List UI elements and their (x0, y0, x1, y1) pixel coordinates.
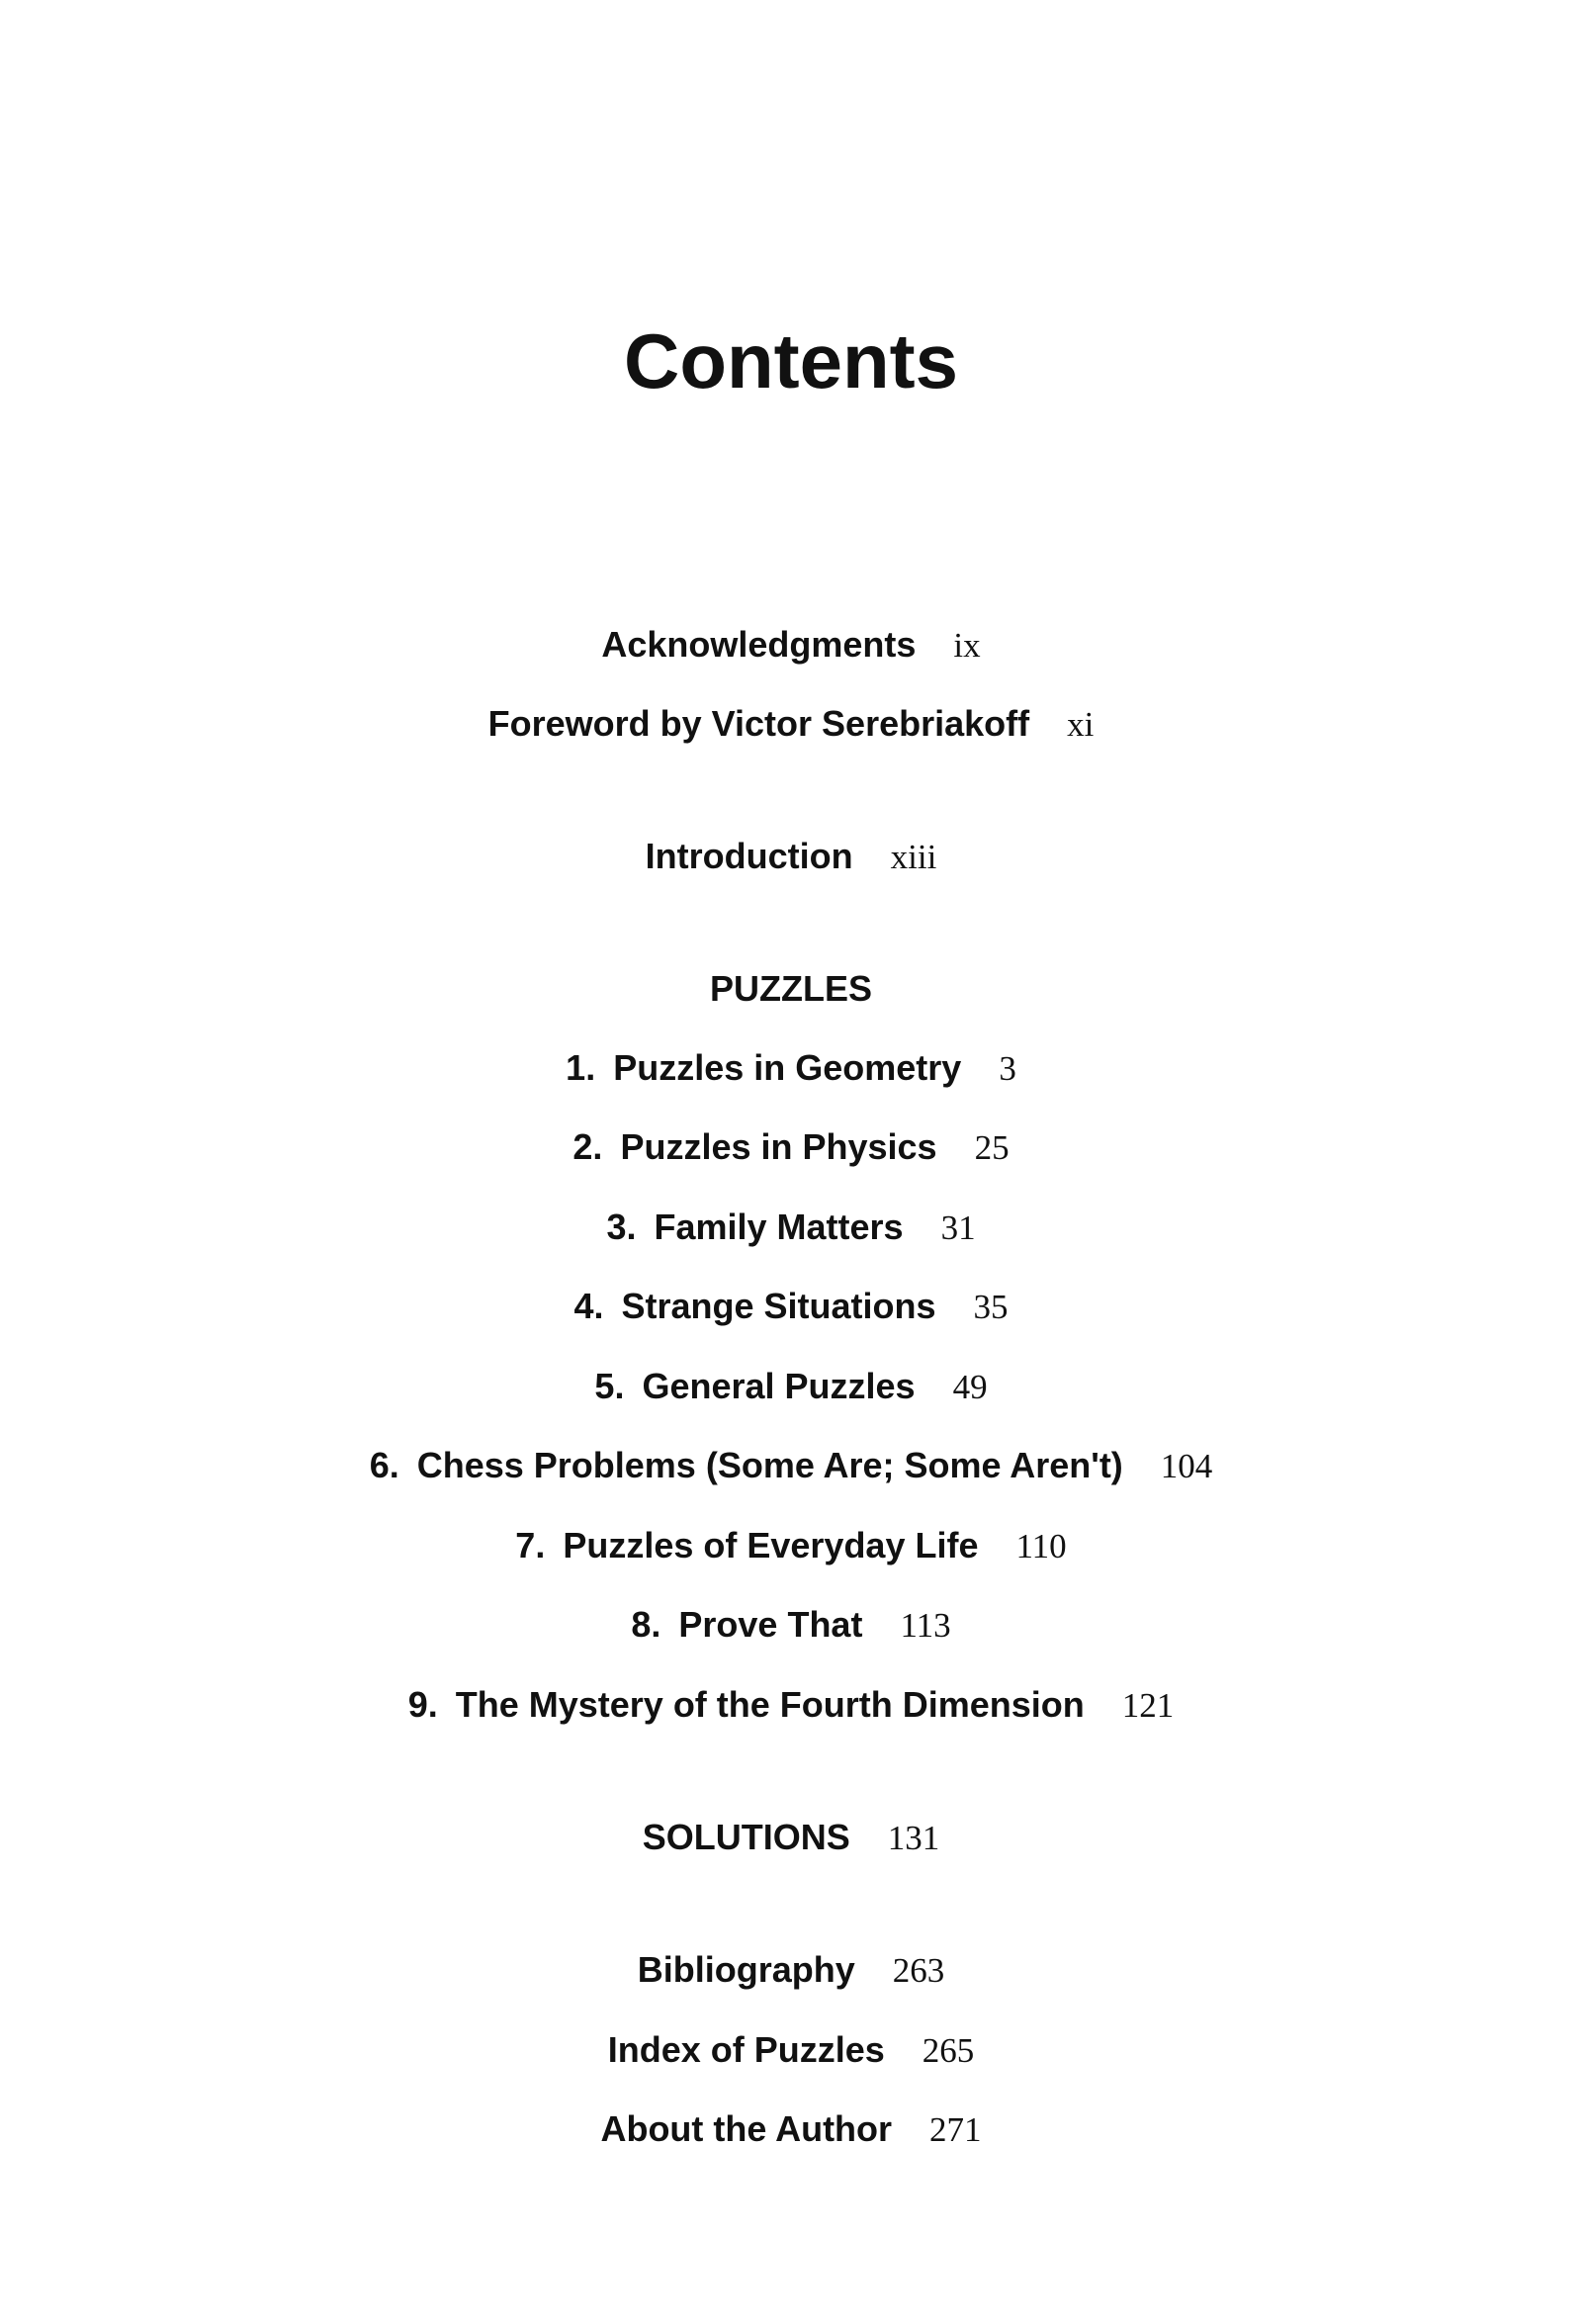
toc-entry-page: 104 (1160, 1447, 1213, 1485)
toc-entry-solutions[interactable] (0, 1813, 1582, 1862)
toc-entry-label: Prove That (678, 1604, 863, 1645)
toc-entry-page: 263 (892, 1951, 945, 1990)
toc-entry-label: Introduction (645, 836, 853, 876)
toc-entry-acknowledgments[interactable] (0, 620, 1582, 670)
toc-entry-label: Puzzles in Geometry (613, 1047, 962, 1088)
toc-entry-page: 25 (974, 1128, 1010, 1167)
toc-entry-page: xiii (890, 838, 937, 876)
page-title: Contents (624, 317, 958, 404)
toc-entry-chapter-7[interactable] (0, 1521, 1582, 1570)
chapter-number: 5. (594, 1366, 625, 1406)
toc-entry-label: About the Author (600, 2108, 893, 2149)
chapter-number: 4. (573, 1286, 604, 1326)
toc-entry-label: Family Matters (654, 1207, 904, 1247)
toc-entry-page: 49 (952, 1368, 988, 1406)
toc-entry-label: General Puzzles (642, 1366, 916, 1406)
chapter-number: 3. (606, 1207, 637, 1247)
toc-entry-chapter-3[interactable] (0, 1203, 1582, 1252)
toc-entry-foreword[interactable] (0, 699, 1582, 749)
toc-entry-index-of-puzzles[interactable] (0, 2025, 1582, 2075)
chapter-number: 2. (572, 1126, 603, 1167)
toc-entry-page: 31 (940, 1208, 976, 1247)
toc-entry-label: Strange Situations (621, 1286, 936, 1326)
toc-entry-page: ix (953, 626, 981, 665)
toc-entry-label: Puzzles of Everyday Life (563, 1525, 979, 1565)
toc-entry-page: 110 (1015, 1527, 1067, 1565)
toc-entry-label: Index of Puzzles (607, 2029, 885, 2070)
toc-entry-page: xi (1067, 705, 1095, 744)
toc-entry-introduction[interactable] (0, 832, 1582, 881)
toc-entry-page: 3 (999, 1049, 1016, 1088)
chapter-number: 1. (566, 1047, 596, 1088)
toc-entry-chapter-9[interactable] (0, 1680, 1582, 1730)
chapter-number: 8. (631, 1604, 661, 1645)
toc-entry-page: 121 (1121, 1686, 1175, 1725)
toc-entry-chapter-2[interactable] (0, 1122, 1582, 1172)
toc-entry-label: Acknowledgments (601, 624, 917, 665)
toc-entry-chapter-8[interactable] (0, 1600, 1582, 1650)
toc-entry-bibliography[interactable] (0, 1945, 1582, 1995)
toc-entry-page: 131 (887, 1819, 940, 1857)
toc-entry-chapter-4[interactable] (0, 1282, 1582, 1331)
section-heading-label: PUZZLES (709, 968, 872, 1009)
toc-entry-chapter-6[interactable] (0, 1441, 1582, 1490)
chapter-number: 9. (407, 1684, 438, 1725)
toc-entry-label: Foreword by Victor Serebriakoff (487, 703, 1030, 744)
toc-entry-chapter-5[interactable] (0, 1362, 1582, 1411)
toc-entry-label: Chess Problems (Some Are; Some Aren't) (416, 1445, 1123, 1485)
toc-entry-label: Puzzles in Physics (620, 1126, 937, 1167)
toc-entry-label: SOLUTIONS (642, 1817, 850, 1857)
toc-entry-label: The Mystery of the Fourth Dimension (455, 1684, 1085, 1725)
toc-entry-page: 265 (922, 2031, 975, 2070)
chapter-number: 7. (515, 1525, 546, 1565)
toc-entry-page: 271 (929, 2110, 982, 2149)
section-heading-puzzles (0, 964, 1582, 1014)
toc-entry-page: 35 (973, 1288, 1009, 1326)
toc-entry-chapter-1[interactable] (0, 1043, 1582, 1093)
toc-entry-about-the-author[interactable] (0, 2104, 1582, 2154)
chapter-number: 6. (369, 1445, 399, 1485)
toc-entry-page: 113 (900, 1606, 951, 1645)
toc-entry-label: Bibliography (637, 1949, 855, 1990)
